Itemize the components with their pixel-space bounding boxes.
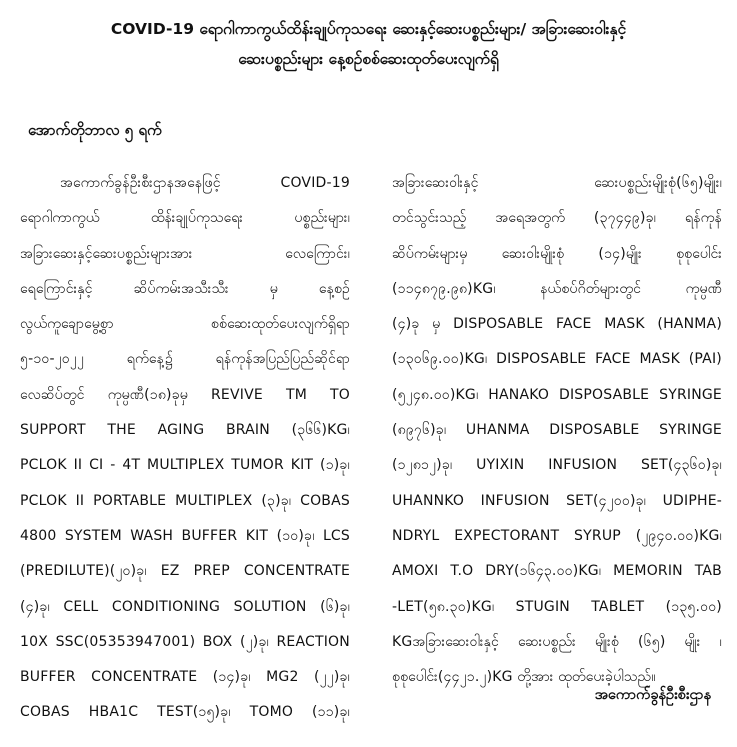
word: FACE (555, 316, 592, 333)
word: (PAI) (688, 351, 722, 368)
word: ဆေးပစ္စည်းမျိုးစုံ(၆၅)မျိုး၊ (594, 175, 722, 191)
word: AMOXI (392, 563, 439, 580)
text-line (392, 625, 722, 660)
word: (၁၄)မျိုး (598, 245, 642, 262)
word: SET(၄၃၆၀)ခု၊ (640, 457, 722, 474)
word: - (110, 457, 116, 474)
word: ဆေးပစ္စည်း (518, 633, 576, 650)
word: UHANNKO (392, 492, 465, 509)
word: MEMORIN (613, 563, 683, 580)
word: -LET(၅၈.၃၀)KG၊ (392, 598, 495, 615)
word: THE (107, 422, 136, 439)
word: ဆိပ်ကမ်းများမှ (392, 245, 468, 262)
text-line (20, 660, 350, 695)
text-line (20, 695, 350, 730)
word: EXPECTORANT (454, 527, 560, 544)
word: မှ (269, 280, 278, 297)
word: NDRYL (392, 527, 440, 544)
text-line (20, 307, 350, 342)
word: LCS (322, 527, 350, 544)
text-line (392, 484, 722, 519)
title-line-1: COVID-19 ရောဂါကာကွယ်ထိန်းချုပ်ကုသရေး ဆေးနှင့်ဆေးပစ္စည်းများ/ အခြားဆေးဝါးနှင့် (110, 20, 627, 38)
word: (၅၂၄၈.၀၀)KG၊ (392, 386, 479, 403)
word: PORTABLE (93, 492, 167, 509)
word: DISPOSABLE (453, 316, 544, 333)
text-line (392, 378, 722, 413)
word: လေဆိပ်တွင် (20, 386, 85, 403)
text-line (392, 554, 722, 589)
word: HBA1C (88, 704, 139, 721)
word: REVIVE (211, 386, 263, 403)
word: MASK (639, 351, 680, 368)
word: BUFFER (181, 527, 238, 544)
text-line (392, 272, 722, 307)
text-line (20, 590, 350, 625)
word: MULTIPLEX (147, 457, 225, 474)
word: နေ့စဉ် (318, 280, 350, 297)
word: SET(၄၂၀၀)ခု၊ (566, 492, 647, 509)
word: BUFFER (20, 669, 76, 686)
word: KIT (245, 527, 269, 544)
word: DISPOSABLE (549, 422, 640, 439)
word: (၁၂၈၁၂)ခု၊ (392, 457, 453, 474)
word: ၅-၁၀-၂၀၂၂ (20, 351, 85, 368)
text-line (20, 554, 350, 589)
text-line (20, 519, 350, 554)
word: TABLET (591, 598, 645, 615)
word: DISPOSABLE (558, 386, 650, 403)
word: ကုမ္ပဏီ (685, 280, 722, 297)
right-text-column (392, 166, 722, 695)
word: MG2 (266, 669, 299, 686)
word: အခြားဆေးနှင့်ဆေးပစ္စည်းများအား (20, 245, 193, 262)
text-line (20, 272, 350, 307)
word: TOMO (249, 704, 294, 721)
word: PREP (193, 563, 230, 580)
word: COBAS (300, 492, 350, 509)
word: (၈၉၇၆)ခု၊ (392, 422, 447, 439)
word: SYSTEM (64, 527, 122, 544)
word: (၆၅) (638, 633, 666, 650)
word: (၆)ခု၊ (320, 598, 350, 615)
word: ဆိပ်ကမ်းအသီးသီး (133, 280, 229, 297)
document-title (20, 14, 717, 74)
word: ရန်ကုန် (684, 210, 722, 227)
word: COVID-19 (280, 175, 350, 191)
text-line (392, 519, 722, 554)
word: ထိန်းချုပ်ကုသရေး (150, 210, 244, 227)
title-line-2: ဆေးပစ္စည်းများ နေ့စဉ်စစ်ဆေးထုတ်ပေးလျက်ရှိ (238, 50, 499, 68)
word: T.O (450, 563, 474, 580)
word: (၂၉၄၀.၀၀)KG၊ (635, 527, 722, 544)
word: INFUSION (480, 492, 550, 509)
word: PCLOK (20, 492, 67, 509)
word: SUPPORT (20, 422, 86, 439)
word: စုစုပေါင်း (676, 245, 722, 262)
word: 10X (20, 633, 49, 650)
text-line (20, 166, 350, 201)
word: မျိုးစုံ (594, 633, 619, 650)
text-line (20, 201, 350, 236)
date-subheading: အောက်တိုဘာလ ၅ ရက် (28, 121, 162, 139)
word: ရန်ကုန်အပြည်ပြည်ဆိုင်ရာ (215, 351, 350, 368)
word: REACTION (276, 633, 350, 650)
word: ကုမ္ပဏီ(၁၈)ခုမှ (107, 386, 188, 403)
text-line (392, 237, 722, 272)
text-line (392, 448, 722, 483)
word: (HANMA) (657, 316, 722, 333)
text-line (392, 413, 722, 448)
left-text-column (20, 166, 350, 731)
word: (၁)ခု၊ (320, 457, 350, 474)
word: SSC(05353947001) (55, 633, 196, 650)
word: (၄)ခု၊ (20, 598, 50, 615)
word: ရက်နေ့၌ (126, 351, 173, 368)
text-line (20, 342, 350, 377)
word: ဆေးဝါးမျိုးစုံ (501, 245, 565, 262)
word: KIT (290, 457, 314, 474)
text-line (20, 484, 350, 519)
word: MULTIPLEX (175, 492, 253, 509)
text-line: စုစုပေါင်း(၄၄၂၁.၂)KG တို့အား ထုတ်ပေးခဲ့ပါသည်။ (392, 669, 656, 686)
word: (၁၄)ခု၊ (212, 669, 251, 686)
word: SYRUP (574, 527, 621, 544)
text-line (392, 201, 722, 236)
word: TM (285, 386, 307, 403)
word: KGအခြားဆေးဝါးနှင့် (392, 633, 499, 650)
word: PCLOK (20, 457, 67, 474)
word: လွယ်ကူချောမွေ့စွာ (20, 316, 114, 333)
word: SOLUTION (233, 598, 307, 615)
word: INFUSION (548, 457, 618, 474)
word: လေကြောင်း၊ (285, 245, 350, 262)
signature-department: အကောက်ခွန်ဦးစီးဌာန (594, 687, 711, 703)
word: CELL (63, 598, 99, 615)
text-line (392, 307, 722, 342)
word: ၊ (719, 633, 722, 650)
word: (၁၁၄၈၇၉.၉၈)KG၊ (392, 280, 496, 297)
text-line (20, 625, 350, 660)
word: TEST(၁၅)ခု၊ (157, 704, 231, 721)
word: စစ်ဆေးထုတ်ပေးလျက်ရှိရာ (210, 316, 350, 333)
word: (PREDILUTE)(၂၀)ခု၊ (20, 563, 147, 580)
word: DRY(၁၆၄၃.၀၀)KG၊ (485, 563, 602, 580)
word: TAB (694, 563, 722, 580)
word: COBAS (20, 704, 70, 721)
word: UDIPHE- (662, 492, 722, 509)
word: AGING (157, 422, 205, 439)
word: ပစ္စည်းများ၊ (294, 210, 350, 227)
word: ရေကြောင်းနှင့် (20, 280, 93, 297)
text-line (392, 166, 722, 201)
word: (၂၂)ခု၊ (314, 669, 350, 686)
word: 4800 (20, 527, 57, 544)
word: (၄)ခု (392, 316, 420, 333)
word: SYRINGE (659, 386, 722, 403)
word: DISPOSABLE (496, 351, 587, 368)
text-line (392, 342, 722, 377)
word: CONDITIONING (111, 598, 221, 615)
text-line (20, 237, 350, 272)
word: မျိုး (684, 633, 701, 650)
word: CONCENTRATE (91, 669, 198, 686)
word: (၁၀)ခု၊ (276, 527, 315, 544)
word: (၁၁)ခု၊ (312, 704, 350, 721)
word: SYRINGE (659, 422, 722, 439)
word: ရောဂါကာကွယ် (20, 210, 100, 227)
text-line (392, 590, 722, 625)
text-line (20, 448, 350, 483)
word: CI (89, 457, 104, 474)
word: TUMOR (231, 457, 284, 474)
word: WASH (130, 527, 174, 544)
word: မှ (432, 316, 441, 333)
word: HANAKO (488, 386, 550, 403)
word: UHANMA (465, 422, 530, 439)
word: MASK (604, 316, 645, 333)
word: CONCENTRATE (243, 563, 350, 580)
word: FACE (595, 351, 631, 368)
word: (၃၆၆)KG၊ (291, 422, 350, 439)
word: (၂)ခု၊ (240, 633, 269, 650)
word: (၃၇၄၄၉)ခု၊ (593, 210, 657, 227)
word: (၃)ခု၊ (261, 492, 292, 509)
word: TO (330, 386, 350, 403)
word: II (73, 457, 83, 474)
word: (၁၃၀၆၉.၀၀)KG၊ (392, 351, 488, 368)
word: BOX (202, 633, 233, 650)
word: UYIXIN (476, 457, 525, 474)
word: အကောက်ခွန်ဦးစီးဌာနအနေဖြင့် (60, 175, 221, 191)
word: 4T (122, 457, 141, 474)
word: BRAIN (225, 422, 270, 439)
text-line (20, 378, 350, 413)
word: II (75, 492, 85, 509)
word: STUGIN (515, 598, 570, 615)
word: (၁၃၅.၀၀) (665, 598, 722, 615)
word: အခြားဆေးဝါးနှင့် (392, 175, 479, 191)
word: EZ (160, 563, 180, 580)
word: တင်သွင်းသည့် (392, 210, 467, 227)
word: နယ်စပ်ဂိတ်များတွင် (540, 280, 642, 297)
text-line (20, 413, 350, 448)
word: အရေအတွက် (495, 210, 566, 227)
